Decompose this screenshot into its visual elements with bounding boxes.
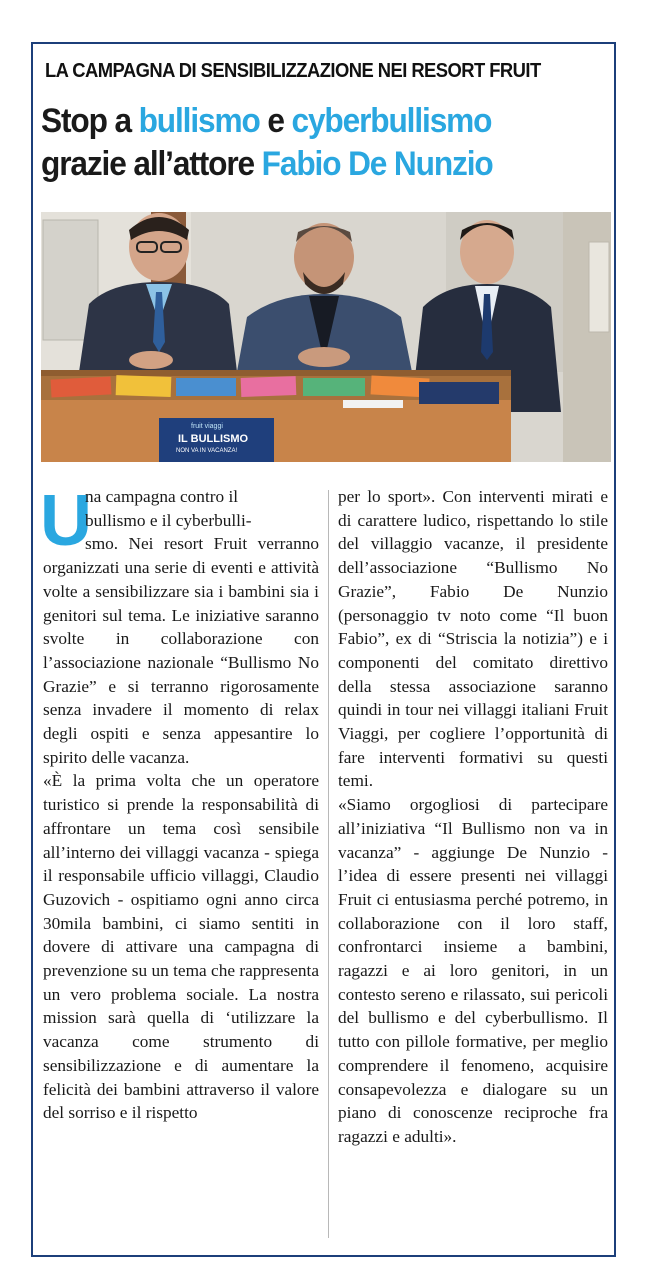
paragraph bbox=[43, 532, 319, 769]
drop-cap: U bbox=[40, 481, 92, 561]
lead-line: smo. bbox=[85, 534, 119, 554]
lead-line: na campagna contro il bbox=[85, 487, 239, 506]
headline-line-2 bbox=[41, 143, 599, 186]
article-headline bbox=[41, 100, 599, 186]
article-photo bbox=[41, 212, 611, 462]
headline-line-1 bbox=[41, 100, 599, 143]
banner-subtitle: NON VA IN VACANZA! bbox=[176, 448, 238, 454]
headline-highlight: Fabio De Nunzio bbox=[261, 145, 493, 183]
headline-highlight: cyberbullismo bbox=[291, 102, 492, 140]
paragraph-text: Nei resort Fruit verranno organizzati una serie di eventi e attività volte a sensibilizzare sia i bambini sia i genitori sul tema. Le iniziative saranno svolte in collaborazione con l’associazione nazionale “Bullismo No Grazie” e si terranno rigorosamente senza invadere il momento di relax degli ospiti e senza appesantire lo spirito delle vacanza. bbox=[43, 534, 319, 767]
article-kicker: LA CAMPAGNA DI SENSIBILIZZAZIONE NEI RESORT FRUIT bbox=[45, 60, 541, 82]
banner-title: IL BULLISMO bbox=[178, 433, 249, 445]
paragraph: «È la prima volta che un operatore turistico si prende la responsabilità di affrontare un tema così sensibile all’interno dei villaggi vacanza - spiega il responsabile ufficio villaggi, Claudio Guzovich - ospitiamo ogni anno circa 30mila bambini, ci siamo sentiti in dovere di attivare una campagna di prevenzione su un tema che rappresenta un vero problema sociale. La nostra mission sarà quella di ‘utilizzare la vacanza come strumento di sensibilizzazione e di aumentare la felicità dei bambini attraverso il valore del sorriso e il rispetto bbox=[43, 771, 319, 1123]
column-divider bbox=[328, 490, 329, 1238]
press-conference-photo bbox=[41, 212, 611, 462]
paragraph: «Siamo orgogliosi di partecipare all’iniziativa “Il Bullismo non va in vacanza” - aggiunge De Nunzio - l’idea di essere presenti nei villaggi Fruit ci entusiasma perché potremo, in collaborazione con il loro staff, confrontarci insieme a bambini, ragazzi e ai loro genitori, in un contesto sereno e rilassato, sui pericoli del bullismo e del cyberbullismo. Il tutto con pillole formative, per meglio comprendere il fenomeno, acquisire consapevolezza e dialogare su un piano di conoscenze reciproche fra ragazzi e adulti». bbox=[338, 795, 608, 1146]
lead-line: bullismo e il cyberbulli- bbox=[85, 510, 252, 530]
banner-brand: fruit viaggi bbox=[191, 423, 223, 430]
article-column-right bbox=[338, 485, 608, 1149]
headline-highlight: bullismo bbox=[138, 102, 260, 140]
headline-text: grazie all’attore bbox=[41, 145, 262, 183]
article-frame bbox=[31, 42, 616, 1257]
paragraph: per lo sport». Con interventi mirati e di carattere ludico, rispettando lo stile del villaggio vacanze, il presidente dell’associazione “Bullismo No Grazie”, Fabio De Nunzio (personaggio tv noto come “Il buon Fabio”, ex di “Striscia la notizia”) e i componenti del comitato direttivo della stessa associazione saranno quindi in tour nei villaggi italiani Fruit Viaggi, per cogliere l’opportunità di fare interventi formativi su questi temi. bbox=[338, 487, 608, 791]
headline-text: Stop a bbox=[41, 102, 139, 140]
headline-text: e bbox=[259, 102, 292, 140]
article-column-left bbox=[43, 485, 319, 1125]
